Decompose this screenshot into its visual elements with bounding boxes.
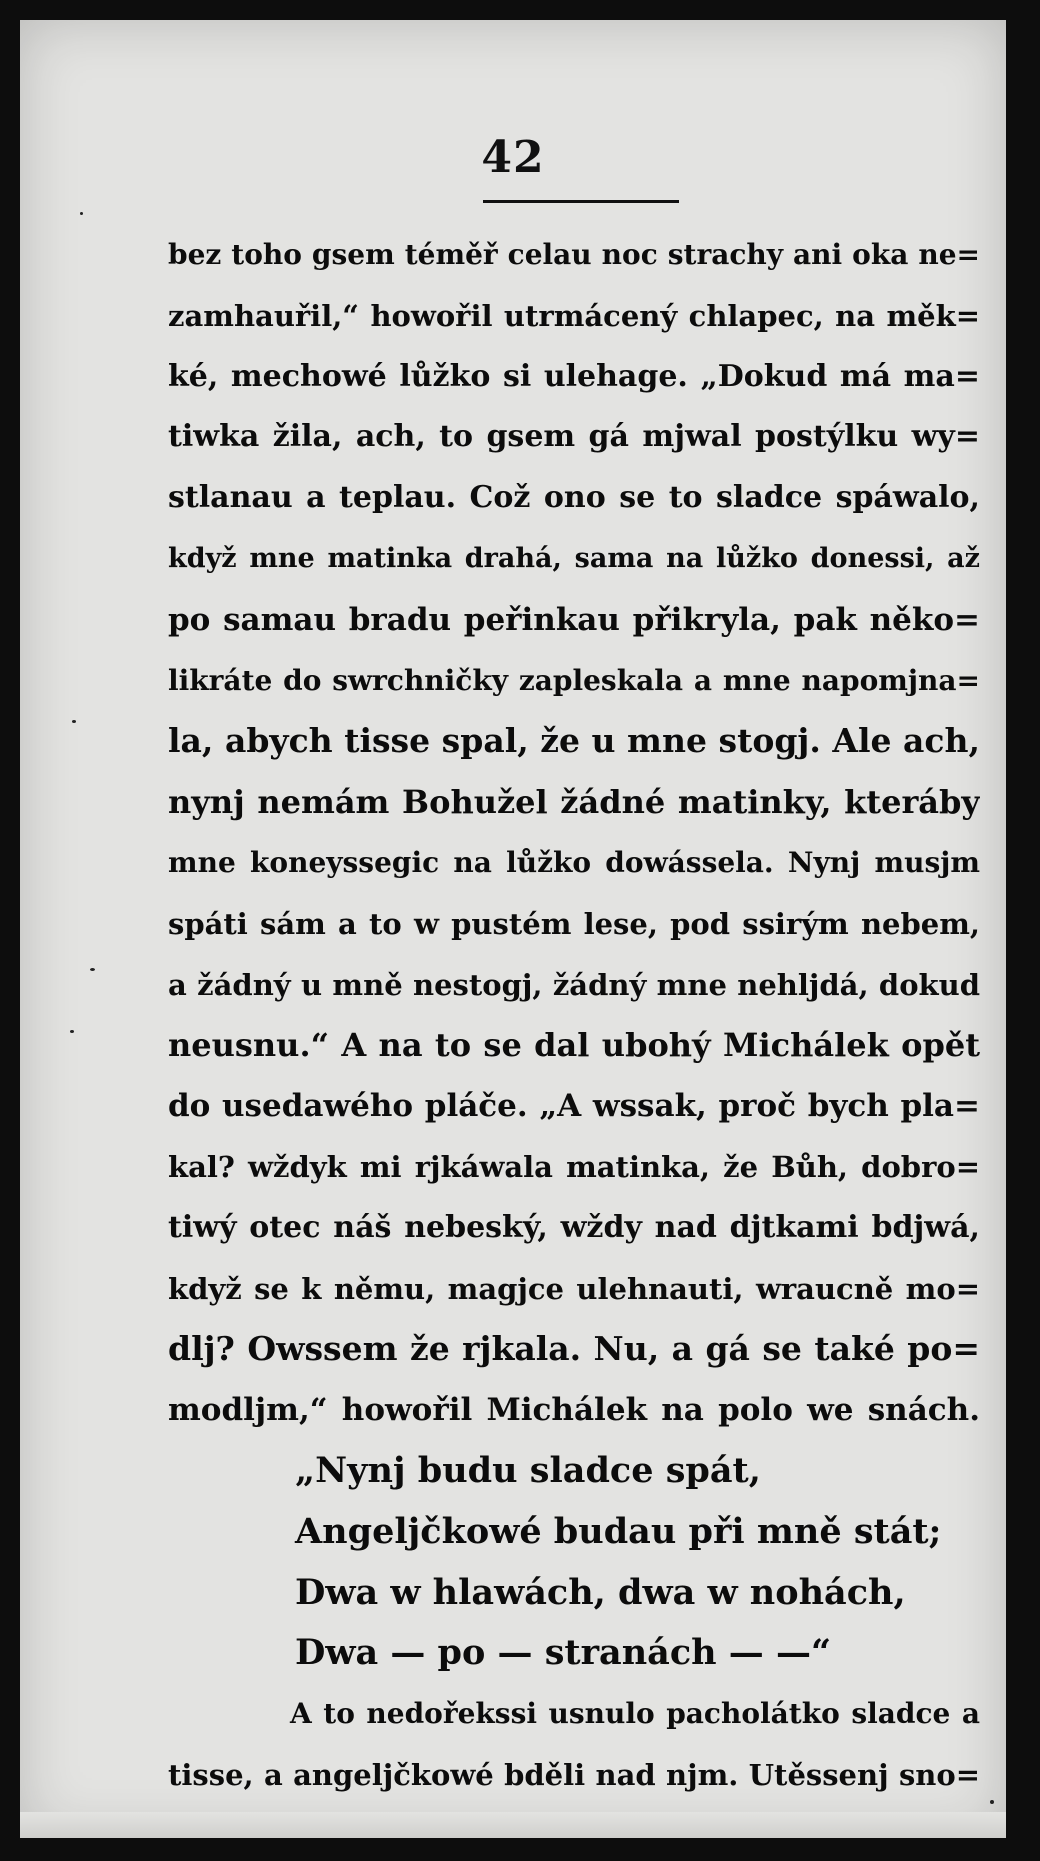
text-line: bez toho gsem téměř celau noc strachy ani oka ne= — [168, 238, 980, 271]
ink-speck — [990, 1800, 994, 1804]
text-line: kal? wždyk mi rjkáwala matinka, že Bůh, dobro= — [168, 1149, 980, 1184]
verse-line: Angeljčkowé budau při mně stát; — [295, 1510, 942, 1552]
text-line: spáti sám a to w pustém lese, pod ssirým nebem, — [168, 906, 980, 941]
text-line: když mne matinka drahá, sama na lůžko donessi, až — [168, 542, 980, 574]
text-line: la, abych tisse spal, že u mne stogj. Ale ach, — [168, 721, 980, 761]
page-number-rule — [483, 200, 679, 203]
page-bottom-edge — [20, 1812, 1006, 1838]
text-line: zamhauřil,“ howořil utrmácený chlapec, na měk= — [168, 298, 980, 333]
ink-speck — [90, 968, 95, 971]
text-line: ké, mechowé lůžko si ulehage. „Dokud má ma= — [168, 358, 980, 394]
body-text — [168, 225, 980, 1806]
text-line: tiwka žila, ach, to gsem gá mjwal postýlku wy= — [168, 419, 980, 455]
text-line: do usedawého pláče. „A wssak, proč bych pla= — [168, 1088, 980, 1125]
ink-speck — [72, 720, 76, 723]
verse-line: „Nynj budu sladce spát, — [295, 1449, 761, 1491]
text-line: tiwý otec náš nebeský, wždy nad djtkami bdjwá, — [168, 1209, 980, 1245]
ink-speck — [80, 212, 83, 215]
text-line: stlanau a teplau. Což ono se to sladce spáwalo, — [168, 480, 980, 516]
text-line: a žádný u mně nestogj, žádný mne nehljdá, dokud — [168, 967, 980, 1002]
verse-line: Dwa w hlawách, dwa w nohách, — [295, 1571, 906, 1613]
book-page — [20, 20, 1006, 1838]
text-line: po samau bradu peřinkau přikryla, pak něko= — [168, 601, 980, 638]
text-line: dlj? Owssem že rjkala. Nu, a gá se také po= — [168, 1329, 980, 1369]
text-line: tisse, a angeljčkowé bděli nad njm. Utěssenj sno= — [168, 1757, 980, 1792]
text-line: modljm,“ howořil Michálek na polo we snách. — [168, 1392, 980, 1429]
text-line: A to nedořekssi usnulo pacholátko sladce a — [290, 1697, 980, 1731]
ink-speck — [70, 1030, 74, 1033]
text-line: nynj nemám Bohužel žádné matinky, kteráby — [168, 783, 980, 822]
text-line: likráte do swrchničky zapleskala a mne napomjna= — [168, 663, 980, 697]
text-line: mne koneyssegic na lůžko dowássela. Nynj musjm — [168, 845, 980, 879]
text-line: neusnu.“ A na to se dal ubohý Michálek opět — [168, 1026, 980, 1065]
page-number: 42 — [481, 132, 545, 183]
text-line: když se k němu, magjce ulehnauti, wraucně mo= — [168, 1271, 980, 1306]
verse-line: Dwa — po — stranách — —“ — [295, 1632, 832, 1674]
